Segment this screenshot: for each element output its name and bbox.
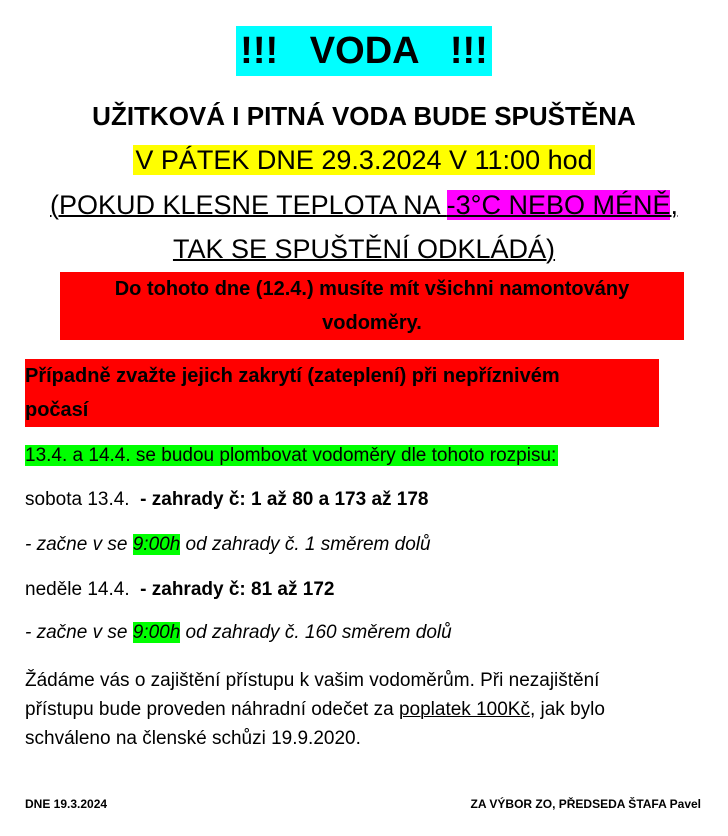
condition-line-1 xyxy=(0,184,728,226)
closing-line-2-suffix: , jak bylo xyxy=(529,699,605,720)
sunday-gardens: - zahrady č: 81 až 172 xyxy=(140,579,335,600)
deadline-line-1: Do tohoto dne (12.4.) musíte mít všichni namontovány xyxy=(114,278,630,300)
saturday-gardens: - zahrady č: 1 až 80 a 173 až 178 xyxy=(140,489,429,510)
sunday-note xyxy=(25,619,452,647)
fee-text: poplatek 100Kč xyxy=(398,699,530,720)
sunday-note-suffix: od zahrady č. 160 směrem dolů xyxy=(180,622,452,643)
sunday-note-prefix: - začne v se xyxy=(25,622,133,643)
notice-title: !!! VODA !!! xyxy=(236,26,492,76)
closing-line-3: schváleno na členské schůzi 19.9.2020. xyxy=(25,728,361,749)
temperature-highlight: -3°C NEBO MÉNĚ xyxy=(446,190,671,220)
saturday-day: sobota 13.4. xyxy=(25,489,141,510)
cover-line-1: Případně zvažte jejich zakrytí (zateplení) při nepříznivém xyxy=(25,365,560,387)
footer-signature: ZA VÝBOR ZO, PŘEDSEDA ŠTAFA Pavel xyxy=(470,797,701,811)
schedule-intro-line xyxy=(25,442,558,470)
date-highlight: V PÁTEK DNE 29.3.2024 V 11:00 hod xyxy=(135,145,593,175)
cover-warning xyxy=(25,359,659,427)
deadline-warning xyxy=(60,272,684,340)
sunday-time: 9:00h xyxy=(132,622,181,643)
saturday-note xyxy=(25,531,431,559)
saturday-note-prefix: - začne v se xyxy=(25,534,133,555)
closing-line-1: Žádáme vás o zajištění přístupu k vašim vodoměrům. Při nezajištění xyxy=(25,670,600,691)
condition-part-1: (POKUD KLESNE TEPLOTA NA xyxy=(50,190,447,220)
sunday-line xyxy=(25,576,334,604)
closing-line-2 xyxy=(25,695,715,724)
saturday-time: 9:00h xyxy=(132,534,181,555)
date-line xyxy=(0,140,728,180)
schedule-intro: 13.4. a 14.4. se budou plombovat vodoměry dle tohoto rozpisu: xyxy=(25,445,557,466)
main-announcement: UŽITKOVÁ I PITNÁ VODA BUDE SPUŠTĚNA xyxy=(92,101,636,131)
cover-line-2: počasí xyxy=(25,399,89,421)
saturday-note-suffix: od zahrady č. 1 směrem dolů xyxy=(180,534,431,555)
condition-line-2 xyxy=(0,228,728,270)
deadline-line-2: vodoměry. xyxy=(322,312,422,334)
condition-part-2: , xyxy=(670,190,678,220)
footer-date: DNE 19.3.2024 xyxy=(25,797,108,811)
title-wrap xyxy=(0,26,728,76)
condition-line-2-text: TAK SE SPUŠTĚNÍ ODKLÁDÁ) xyxy=(172,234,556,264)
closing-paragraph xyxy=(25,666,715,753)
saturday-line xyxy=(25,486,429,514)
closing-line-2-prefix: přístupu bude proveden náhradní odečet za xyxy=(25,699,399,720)
sunday-day: neděle 14.4. xyxy=(25,579,141,600)
